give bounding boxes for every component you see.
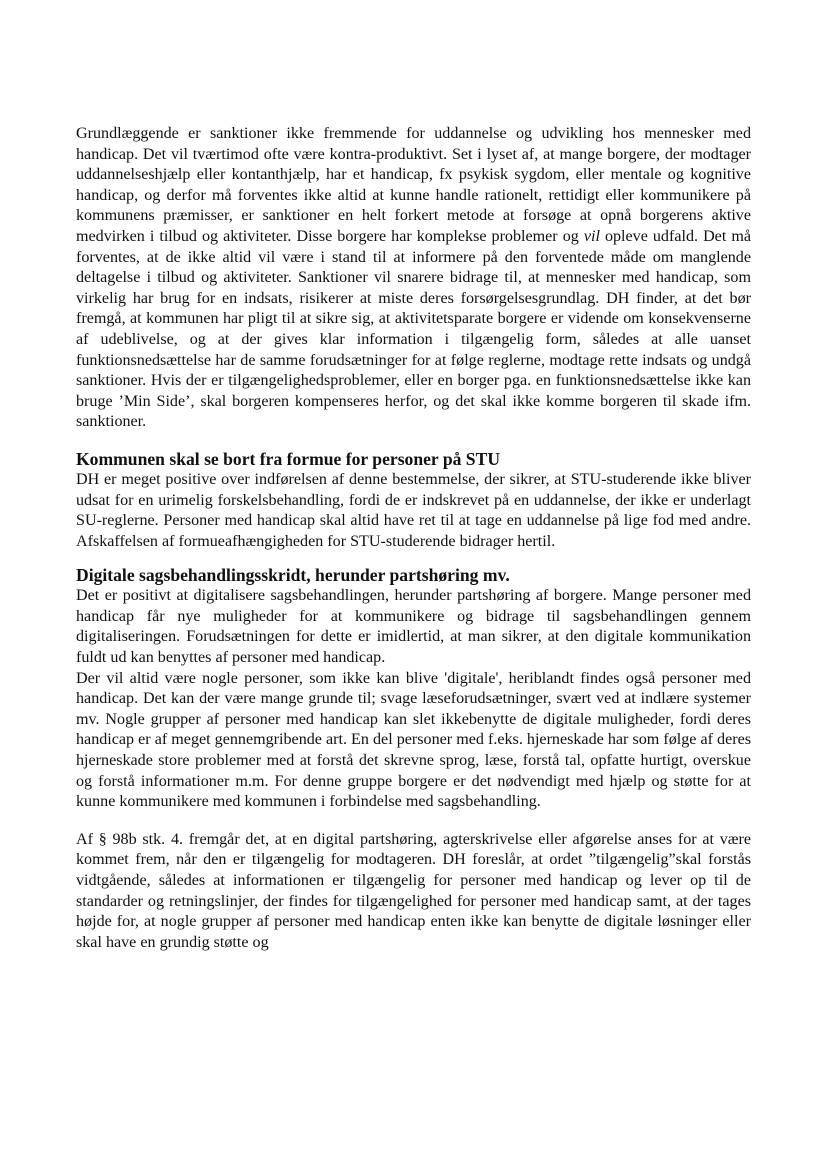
document-page bbox=[76, 124, 751, 953]
paragraph-sanctions bbox=[76, 124, 751, 433]
heading-stu: Kommunen skal se bort fra formue for personer på STU bbox=[76, 448, 501, 469]
paragraph-digital-barriers: Der vil altid være nogle personer, som ikke kan blive 'digitale', heriblandt findes også personer med handicap. Det kan der være mange grunde til; svage læseforudsætninger, svært ved at indlære systemer mv. Nogle grupper af personer med handicap kan slet ikkebenytte de digitale muligheder, fordi deres handicap er af meget gennemgribende art. En del personer med f.eks. hjerneskade har som følge af deres hjerneskade store problemer med at forstå det skrevne sprog, læse, forstå tal, opfatte hurtigt, overskue og forstå informationer m.m. For denne gruppe borgere er det nødvendigt med hjælp og støtte for at kunne kommunikere med kommunen i forbindelse med sagsbehandling. bbox=[76, 669, 751, 811]
spacer bbox=[76, 813, 751, 830]
paragraph-sanctions-text-b: opleve udfald. Det må forventes, at de ikke altid vil være i stand til at informere på den forventede måde om manglende deltagelse i tilbud og aktiviteter. Sanktioner vil snarere bidrage til, at mennesker med handicap, som virkelig har brug for en indsats, risikerer at miste deres forsørgelsesgrundlag. DH finder, at det bør fremgå, at kommunen har pligt til at sikre sig, at aktivitetsparate borgere er vidende om konsekvenserne af udeblivelse, og at der gives klar information i tilgængelig form, således at alle uanset funktionsnedsættelse har de samme forudsætninger for at følge reglerne, modtage rette indsats og undgå sanktioner. Hvis der er tilgængelighedsproblemer, eller en borger pga. en funktionsnedsættelse ikke kan bruge ’Min Side’, skal borgeren kompenseres herfor, og det skal ikke komme borgeren til skade ifm. sanktioner. bbox=[76, 227, 751, 431]
spacer bbox=[76, 433, 751, 449]
heading-digital: Digitale sagsbehandlingsskridt, herunder partshøring mv. bbox=[76, 565, 510, 586]
paragraph-98b: Af § 98b stk. 4. fremgår det, at en digital partshøring, agterskrivelse eller afgørelse anses for at være kommet frem, når den er tilgængelig for modtageren. DH foreslår, at ordet ”tilgængelig”skal forstås vidtgående, således at informationen er tilgængelig for personer med handicap og lever op til de standarder og retningslinjer, der findes for tilgængelighed for personer med handicap samt, at der tages højde for, at nogle grupper af personer med handicap enten ikke kan benytte de digitale løsninger eller skal have en grundig støtte og bbox=[76, 830, 751, 951]
paragraph-digital-intro: Det er positivt at digitalisere sagsbehandlingen, herunder partshøring af borgere. Mange personer med handicap får nye muligheder for at kommunikere og bidrage til sagsbehandlingen gennem digitaliseringen. Forudsætningen for dette er imidlertid, at man sikrer, at den digitale kommunikation fuldt ud kan benyttes af personer med handicap. bbox=[76, 587, 751, 667]
paragraph-sanctions-text-a: Grundlæggende er sanktioner ikke fremmende for uddannelse og udvikling hos mennesker med handicap. Det vil tværtimod ofte være kontra-produktivt. Set i lyset af, at mange borgere, der modtager uddannelseshjælp eller kontanthjælp, har et handicap, fx psykisk sygdom, eller mentale og kognitive handicap, og derfor må forventes ikke altid at kunne handle rationelt, rettidigt eller kommunikere på kommunens præmisser, er sanktioner en helt forkert metode at forsøge at opnå borgerens aktive medvirken i tilbud og aktiviteter. Disse borgere har komplekse problemer og bbox=[76, 125, 751, 245]
paragraph-stu: DH er meget positive over indførelsen af denne bestemmelse, der sikrer, at STU-studerende ikke bliver udsat for en urimelig forskelsbehandling, fordi de er indskrevet på en uddannelse, der ikke er underlagt SU-reglerne. Personer med handicap skal altid have ret til at tage en uddannelse på lige fod med andre. Afskaffelsen af formueafhængigheden for STU-studerende bidrager hertil. bbox=[76, 470, 751, 550]
spacer bbox=[76, 552, 751, 565]
emphasis-vil: vil bbox=[583, 227, 600, 245]
